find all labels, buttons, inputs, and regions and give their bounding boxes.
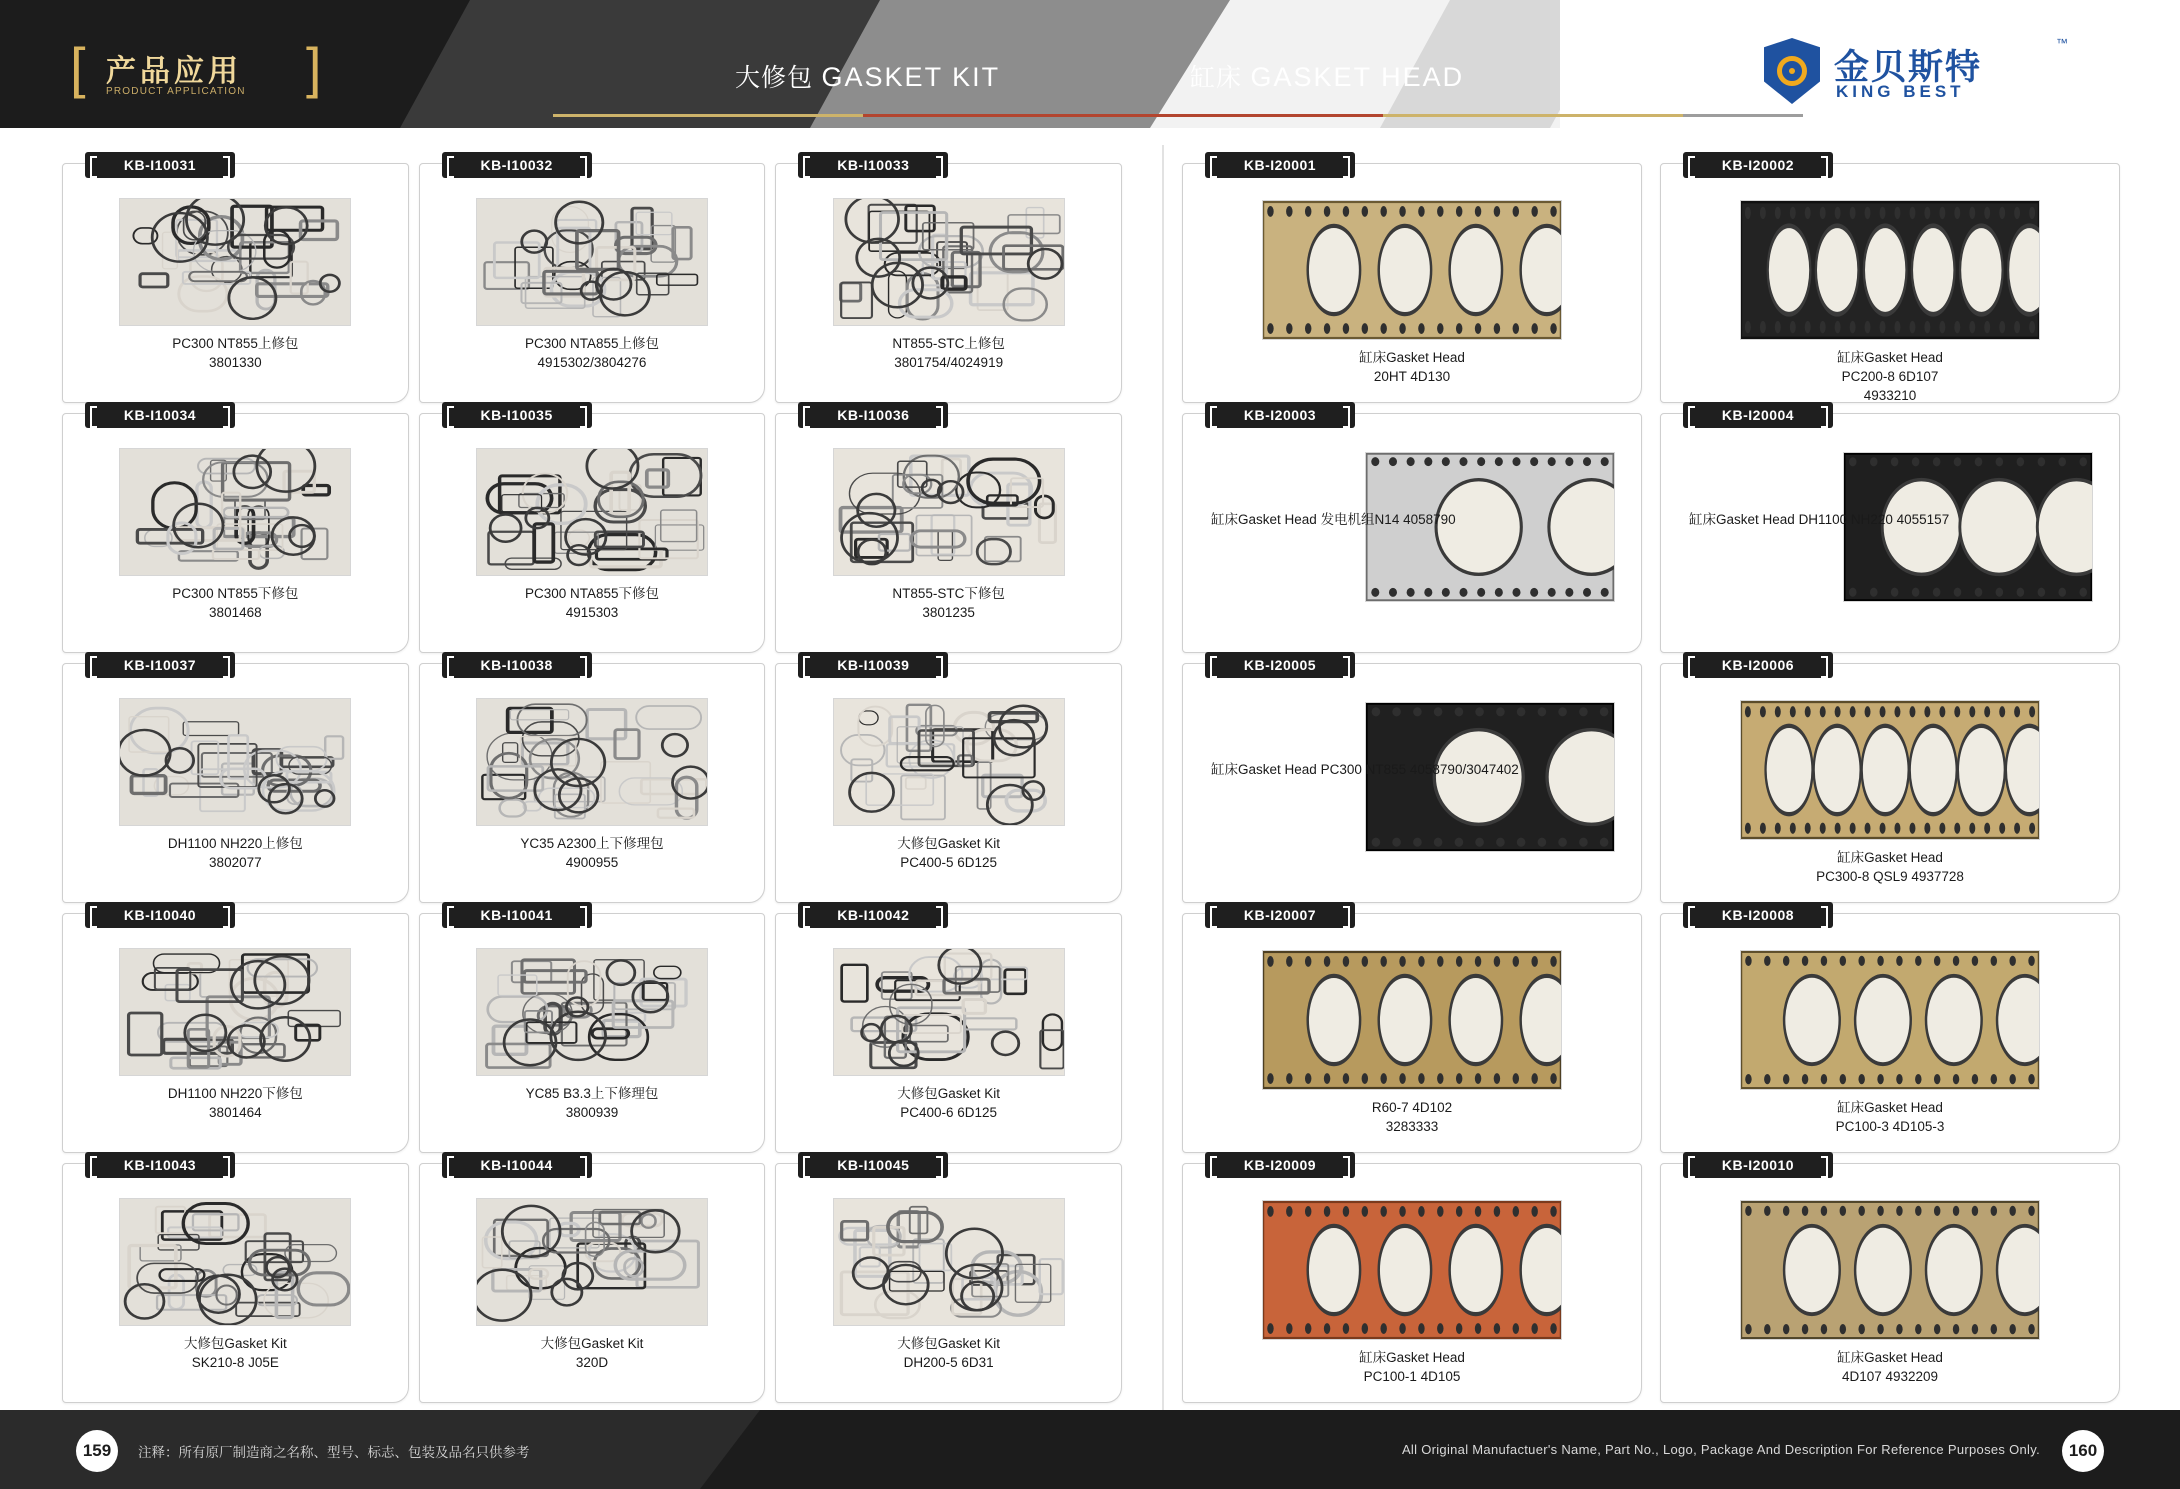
product-photo [476,1198,708,1326]
product-caption [63,1084,408,1122]
product-photo [1262,200,1562,340]
section-title-gasket-kit [735,58,1000,94]
product-caption-line1: PC300 NT855上修包 [172,336,299,351]
gasket-kit-grid [62,157,1122,1403]
gasket-kit-card[interactable] [775,657,1122,903]
section-title-gasket-head [1190,58,1464,94]
product-caption-line1: 大修包Gasket Kit [183,1336,287,1351]
product-caption-line2: 4900955 [565,855,619,870]
product-photo [833,198,1065,326]
gasket-kit-card[interactable] [62,157,409,403]
product-caption-line2: 3800939 [565,1105,619,1120]
part-code-badge: KB-I20006 [1683,652,1833,678]
product-caption-line3: 4933210 [1863,388,1917,403]
gasket-kit-card[interactable] [62,657,409,903]
section-title-gasket-kit-en: GASKET KIT [821,62,1001,92]
part-code-badge: KB-I10044 [442,1152,592,1178]
product-caption-line2: 3801464 [209,1105,262,1120]
product-caption-line2: 发电机组N14 [1320,512,1400,527]
gasket-kit-card[interactable] [419,1157,766,1403]
page-number-left: 159 [76,1430,118,1472]
product-caption [1661,1098,2119,1136]
product-caption [420,1334,765,1372]
product-caption-line1: 缸床Gasket Head [1359,1350,1465,1365]
product-caption [420,834,765,872]
product-application-title-en: PRODUCT APPLICATION [106,86,246,97]
header-rule-gold-right [1383,114,1683,117]
gear-icon [1777,56,1807,86]
product-caption-line1: 大修包Gasket Kit [897,1336,1001,1351]
product-caption-line3: 4055157 [1896,512,1950,527]
page-footer [0,1410,2180,1489]
product-caption [1183,348,1641,386]
product-caption-line2: 3801468 [209,605,262,620]
product-caption-line2: 3801330 [209,355,262,370]
product-caption [776,584,1121,622]
gasket-head-card[interactable] [1660,157,2120,403]
gasket-kit-card[interactable] [62,907,409,1153]
gasket-head-card[interactable] [1660,907,2120,1153]
product-caption-line1: 大修包Gasket Kit [897,836,1001,851]
gasket-kit-card[interactable] [419,907,766,1153]
product-caption-line2: 3802077 [209,855,262,870]
gasket-head-card[interactable] [1660,657,2120,903]
product-caption-line2: PC300 NT855 [1320,762,1407,777]
product-caption-line1: NT855-STC上修包 [892,336,1005,351]
product-photo [833,698,1065,826]
product-caption-line1: 缸床Gasket Head [1837,1100,1943,1115]
header-rule-red [863,114,1383,117]
product-caption-line1: PC300 NT855下修包 [172,586,299,601]
product-caption [420,584,765,622]
part-code-badge: KB-I20001 [1205,152,1355,178]
product-caption-line1: YC85 B3.3上下修理包 [525,1086,659,1101]
product-caption [420,1084,765,1122]
part-code-badge: KB-I10040 [85,902,235,928]
product-caption-line1: 大修包Gasket Kit [540,1336,644,1351]
product-caption-line1: 缸床Gasket Head [1359,350,1465,365]
product-caption-line2: 3801754/4024919 [894,355,1004,370]
product-caption [1689,510,1949,530]
part-code-badge: KB-I10045 [798,1152,948,1178]
part-code-badge: KB-I20007 [1205,902,1355,928]
product-caption-line2: DH1100 NH220 [1798,512,1893,527]
product-photo [1740,1200,2040,1340]
gasket-head-card[interactable] [1660,407,2120,653]
product-caption-line2: PC100-1 4D105 [1363,1369,1461,1384]
product-caption-line1: 缸床Gasket Head [1837,1350,1943,1365]
product-caption-line2: PC200-8 6D107 [1841,369,1939,384]
product-caption-line1: 缸床Gasket Head [1689,512,1795,527]
product-caption [1183,1098,1641,1136]
trademark-symbol: ™ [2056,36,2068,50]
part-code-badge: KB-I10034 [85,402,235,428]
product-caption-line1: 缸床Gasket Head [1211,512,1317,527]
part-code-badge: KB-I10042 [798,902,948,928]
product-caption [63,584,408,622]
product-photo [1740,200,2040,340]
product-photo [119,198,351,326]
product-caption-line1: R60-7 4D102 [1371,1100,1453,1115]
product-caption-line2: PC100-3 4D105-3 [1835,1119,1945,1134]
bracket-right-icon: ] [306,36,322,99]
product-photo [833,948,1065,1076]
product-photo [1740,950,2040,1090]
product-photo [476,198,708,326]
product-caption-line1: PC300 NTA855上修包 [524,336,660,351]
product-caption-line2: 4915303 [565,605,619,620]
part-code-badge: KB-I10035 [442,402,592,428]
part-code-badge: KB-I10038 [442,652,592,678]
gasket-head-card[interactable] [1182,657,1642,903]
part-code-badge: KB-I10043 [85,1152,235,1178]
product-caption [776,1084,1121,1122]
product-photo [1262,950,1562,1090]
gasket-head-card[interactable] [1660,1157,2120,1403]
gasket-kit-card[interactable] [62,407,409,653]
product-photo [833,1198,1065,1326]
gasket-kit-card[interactable] [419,157,766,403]
product-caption-line2: PC400-6 6D125 [900,1105,998,1120]
product-caption-line2: DH200-5 6D31 [903,1355,994,1370]
product-caption [420,334,765,372]
product-application-title-cn: 产品应用 [106,55,242,88]
header-rule-grey [1683,114,1803,117]
product-caption-line2: 20HT 4D130 [1373,369,1451,384]
product-caption [1661,348,2119,405]
gasket-kit-card[interactable] [775,1157,1122,1403]
part-code-badge: KB-I20008 [1683,902,1833,928]
catalog-page-body [0,145,2180,1410]
product-caption-line1: 缸床Gasket Head [1837,850,1943,865]
gasket-head-card[interactable] [1182,157,1642,403]
product-caption [776,1334,1121,1372]
section-title-gasket-kit-cn: 大修包 [735,64,814,92]
gasket-head-card[interactable] [1182,407,1642,653]
part-code-badge: KB-I20010 [1683,1152,1833,1178]
product-caption-line1: DH1100 NH220下修包 [167,1086,303,1101]
part-code-badge: KB-I10031 [85,152,235,178]
product-photo [476,948,708,1076]
product-caption-line1: 缸床Gasket Head [1211,762,1317,777]
footer-note-en: All Original Manufactuer's Name, Part No., Logo, Package And Description For Reference Purposes Only. [1401,1442,2040,1457]
product-photo [1740,700,2040,840]
product-photo [1262,1200,1562,1340]
product-caption [1211,510,1456,530]
product-caption-line2: 4915302/3804276 [537,355,647,370]
product-caption-line3: 4058790/3047402 [1409,762,1519,777]
product-caption [776,334,1121,372]
part-code-badge: KB-I20004 [1683,402,1833,428]
product-photo [119,948,351,1076]
product-caption [63,334,408,372]
section-title-gasket-head-en: GASKET HEAD [1250,62,1465,92]
page-number-right: 160 [2062,1430,2104,1472]
page-header [0,0,2180,145]
product-caption-line1: 大修包Gasket Kit [897,1086,1001,1101]
page-spine-divider [1162,145,1164,1410]
product-caption-line1: NT855-STC下修包 [892,586,1005,601]
bracket-left-icon: [ [70,36,86,99]
part-code-badge: KB-I20003 [1205,402,1355,428]
gasket-kit-card[interactable] [419,657,766,903]
product-application-badge [70,36,330,106]
product-caption-line1: DH1100 NH220上修包 [167,836,303,851]
part-code-badge: KB-I20005 [1205,652,1355,678]
gasket-head-grid [1182,157,2120,1403]
part-code-badge: KB-I10036 [798,402,948,428]
product-caption [1183,1348,1641,1386]
product-photo [119,1198,351,1326]
product-caption-line2: 320D [575,1355,609,1370]
product-caption-line2: SK210-8 J05E [191,1355,279,1370]
gasket-kit-card[interactable] [775,907,1122,1153]
gasket-head-card[interactable] [1182,1157,1642,1403]
section-title-gasket-head-cn: 缸床 [1190,64,1243,92]
product-photo [476,448,708,576]
product-caption-line2: 3801235 [922,605,975,620]
product-caption-line1: PC300 NTA855下修包 [524,586,660,601]
product-caption-line1: 缸床Gasket Head [1837,350,1943,365]
product-photo [833,448,1065,576]
gasket-head-card[interactable] [1182,907,1642,1153]
part-code-badge: KB-I10037 [85,652,235,678]
product-caption [63,1334,408,1372]
product-caption-line2: PC300-8 QSL9 4937728 [1816,869,1964,884]
product-caption-line2: 3283333 [1385,1119,1439,1134]
product-photo [119,448,351,576]
product-caption [1211,760,1519,780]
shield-icon [1764,38,1820,104]
part-code-badge: KB-I20009 [1205,1152,1355,1178]
product-photo [119,698,351,826]
footer-note-cn: 注释：所有原厂制造商之名称、型号、标志、包装及品名只供参考 [138,1445,530,1460]
part-code-badge: KB-I10032 [442,152,592,178]
part-code-badge: KB-I20002 [1683,152,1833,178]
product-caption [1661,1348,2119,1386]
brand-logo [1764,36,2094,108]
product-caption [1661,848,2119,886]
part-code-badge: KB-I10039 [798,652,948,678]
gasket-kit-card[interactable] [62,1157,409,1403]
gasket-kit-card[interactable] [775,407,1122,653]
part-code-badge: KB-I10033 [798,152,948,178]
gasket-kit-card[interactable] [419,407,766,653]
product-caption-line2: 4D107 4932209 [1841,1369,1939,1384]
product-caption-line2: PC400-5 6D125 [900,855,998,870]
product-caption [776,834,1121,872]
brand-name-en: KING BEST [1836,82,1965,101]
part-code-badge: KB-I10041 [442,902,592,928]
product-caption-line3: 4058790 [1403,512,1456,527]
product-photo [476,698,708,826]
brand-name-cn: 金贝斯特 [1834,48,1983,87]
gasket-kit-card[interactable] [775,157,1122,403]
product-caption [63,834,408,872]
product-caption-line1: YC35 A2300上下修理包 [520,836,664,851]
header-rule-gold-left [553,114,863,117]
